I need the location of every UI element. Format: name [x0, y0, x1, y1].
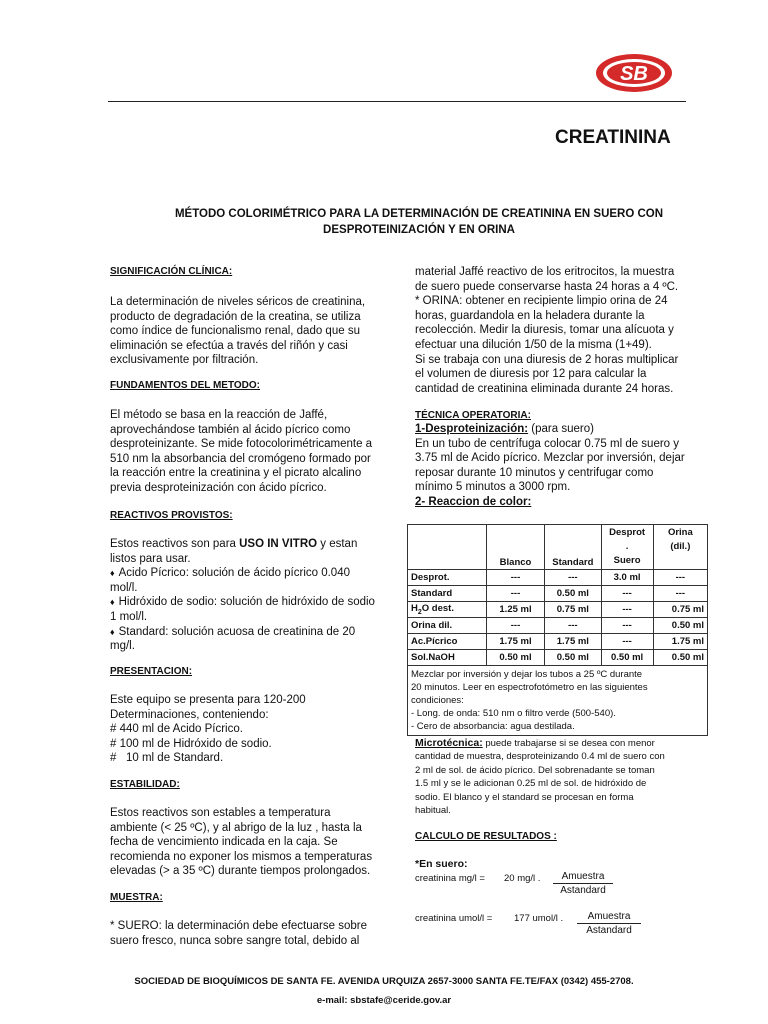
step-2-label: 2- Reaccion de color: [415, 495, 532, 508]
text-line: 1.5 ml y se le adicionan 0.25 ml de sol. de hidróxido de [415, 778, 647, 790]
table-cell: 0.50 ml [653, 618, 707, 634]
text-line: eliminación se efectúa a través del riñón y casi [110, 339, 348, 352]
formula-2-fraction [577, 911, 641, 936]
formula-1-left: creatinina mg/l = [415, 873, 485, 884]
text-line: la reacción entre la creatinina y el picrato alcalino [110, 467, 362, 480]
estabilidad-text [110, 806, 385, 879]
microtecnica-label: Microtécnica: [415, 737, 483, 749]
footer-email: e-mail: sbstafe@ceride.gov.ar [316, 995, 452, 1006]
text-line: - Long. de onda: 510 nm o filtro verde (500-540). [411, 708, 616, 719]
text-line: * SUERO: la determinación debe efectuarse sobre [110, 920, 367, 932]
text-line: mol/l. [110, 581, 138, 594]
text-line: elevadas (> a 35 ºC) durante tiempos prolongados. [110, 865, 371, 878]
fraction-denominator: Astandard [560, 885, 606, 896]
formula-2-factor: 177 umol/l . [514, 913, 564, 924]
table-cell: --- [545, 618, 601, 634]
document-title: CREATININA [555, 127, 671, 148]
table-cell: --- [601, 618, 653, 634]
text-line: desproteinizante. Se mide fotocolorimétricamente a [110, 438, 373, 451]
text-line: 2 ml de sol. de ácido pícrico. Del sobrenadante se toman [415, 764, 655, 776]
uso-in-vitro: USO IN VITRO [239, 538, 318, 550]
text-line: Este equipo se presenta para 120-200 [110, 694, 306, 706]
table-cell: 1.25 ml [486, 602, 544, 618]
text-fragment: y estan [317, 538, 358, 550]
text-line: - Cero de absorbancia: agua destilada. [411, 721, 575, 732]
estabilidad-heading: ESTABILIDAD: [110, 779, 180, 790]
row-label: Standard [408, 586, 487, 602]
text-line: suero fresco, nunca sobre sangre total, debido al [110, 934, 360, 947]
text-line: * ORINA: obtener en recipiente limpio orina de 24 [415, 295, 668, 308]
table-cell: --- [486, 586, 544, 602]
text-line: sodio. El blanco y el standard se procesan en forma [415, 791, 634, 803]
row-label: Sol.NaOH [408, 650, 487, 666]
row-label: $H_2O$ dest. [408, 602, 487, 618]
microtecnica-first-line [415, 737, 695, 750]
fraction-numerator: Amuestra [553, 871, 613, 884]
svg-text:SB: SB [620, 63, 648, 85]
desproteinizacion-section [415, 422, 693, 510]
table-cell: --- [545, 570, 601, 586]
text-line: cantidad de creatinina eliminada durante 24 horas. [415, 382, 674, 395]
text-line: ambiente (< 25 ºC), y al abrigo de la luz , hasta la [110, 821, 362, 834]
table-cell: 1.75 ml [545, 634, 601, 650]
table-row [408, 602, 708, 618]
text-line: mg/l. [110, 640, 135, 653]
fundamentos-heading: FUNDAMENTOS DEL METODO: [110, 380, 261, 391]
text-line: Determinaciones, conteniendo: [110, 708, 269, 721]
text-line: recolección. Medir la diuresis, tomar una alícuota y [415, 324, 674, 337]
row-label: Orina dil. [408, 618, 487, 634]
table-cell: 0.50 ml [545, 586, 601, 602]
text-line: # 440 ml de Acido Pícrico. [110, 723, 243, 736]
table-cell: --- [601, 602, 653, 618]
sb-logo [594, 52, 674, 94]
table-cell: 0.50 ml [545, 650, 601, 666]
fraction-numerator: Amuestra [577, 911, 641, 924]
text-line: En un tubo de centrífuga colocar 0.75 ml de suero y [415, 437, 680, 450]
header-divider [108, 101, 686, 102]
row-label: Ac.Pícrico [408, 634, 487, 650]
footer-address: SOCIEDAD DE BIOQUÍMICOS DE SANTA FE. AVENIDA URQUIZA 2657-3000 SANTA FE.TE/FAX (0342) 455-2708. [134, 976, 634, 987]
table-row [408, 618, 708, 634]
fundamentos-text [110, 408, 385, 496]
text-line: Mezclar por inversión y dejar los tubos a 25 ºC durante [411, 669, 643, 680]
table-cell: 0.75 ml [653, 602, 707, 618]
table-cell: --- [486, 570, 544, 586]
presentacion-text [110, 693, 385, 766]
table-row [408, 634, 708, 650]
text-line: 1 mol/l. [110, 610, 148, 623]
text-line: mínimo 5 minutos a 3000 rpm. [415, 481, 571, 494]
table-row [408, 586, 708, 602]
formula-2-left: creatinina umol/l = [415, 913, 493, 924]
table-note [408, 666, 708, 736]
step-1-title [415, 422, 693, 437]
text-line: como índice de funcionalismo renal, dado que su [110, 325, 360, 338]
muestra-heading: MUESTRA: [110, 892, 163, 903]
text-line: 20 minutos. Leer en espectrofotómetro en las siguientes [411, 682, 648, 693]
fraction-denominator: Astandard [586, 925, 632, 936]
table-cell: --- [653, 586, 707, 602]
text-line: Si se trabaja con una diuresis de 2 horas multiplicar [415, 353, 679, 366]
text-line: reposar durante 10 minutos y centrifugar como [415, 466, 654, 479]
step-1-suffix: (para suero) [528, 423, 594, 435]
significacion-text [110, 295, 385, 368]
table-header-orina: Orina (dil.) [653, 525, 707, 570]
text-line: cantidad de muestra, desproteinizando 0.4 ml de suero con [415, 751, 665, 763]
table-cell: --- [653, 570, 707, 586]
table-row [408, 650, 708, 666]
table-cell: --- [601, 634, 653, 650]
significacion-heading: SIGNIFICACIÓN CLÍNICA: [110, 266, 233, 277]
subtitle-line-1: MÉTODO COLORIMÉTRICO PARA LA DETERMINACIÓN DE CREATININA EN SUERO CON [174, 208, 664, 220]
text-line: listos para usar. [110, 552, 191, 565]
text-line: el volumen de diuresis por 12 para calcular la [415, 368, 647, 381]
table-cell: --- [486, 618, 544, 634]
table-header-blanco: Blanco [486, 525, 544, 570]
text-line: previa desproteinización con ácido pícrico. [110, 481, 327, 494]
text-line: efectuar una dilución 1/50 de la misma (1+49). [415, 338, 652, 351]
reactivo-item: ♦ Hidróxido de sodio: solución de hidróxido de sodio [110, 595, 385, 610]
text-line: Estos reactivos son estables a temperatura [110, 807, 331, 819]
tecnica-heading: TÉCNICA OPERATORIA: [415, 410, 531, 421]
muestra-continued-text [415, 265, 693, 396]
table-header-desprot-suero: Desprot . Suero [601, 525, 653, 570]
table-cell: 0.75 ml [545, 602, 601, 618]
reaction-table [407, 524, 708, 736]
table-cell: 1.75 ml [653, 634, 707, 650]
table-cell: 0.50 ml [601, 650, 653, 666]
table-cell: 0.50 ml [486, 650, 544, 666]
text-line: 510 nm la absorbancia del cromógeno formado por [110, 452, 371, 465]
text-line: exclusivamente por filtración. [110, 354, 259, 367]
text-line: habitual. [415, 805, 451, 817]
microtecnica-section [415, 737, 695, 817]
en-suero-label: *En suero: [415, 858, 468, 870]
table-cell: 1.75 ml [486, 634, 544, 650]
table-row [408, 570, 708, 586]
text-line: de suero puede conservarse hasta 24 horas a 4 ºC. [415, 280, 679, 293]
text-line: # 10 ml de Standard. [110, 752, 224, 765]
formula-1-factor: 20 mg/l . [504, 873, 541, 884]
text-line: fecha de vencimiento indicada en la caja. Se [110, 836, 338, 849]
table-cell: 3.0 ml [601, 570, 653, 586]
row-label: Desprot. [408, 570, 487, 586]
text-line: El método se basa en la reacción de Jaffé, [110, 409, 328, 421]
calculo-heading: CALCULO DE RESULTADOS : [415, 831, 557, 842]
text-line: producto de degradación de la creatina, se utiliza [110, 310, 361, 323]
reactivo-item: ♦ Standard: solución acuosa de creatinina de 20 [110, 625, 385, 640]
text-line: aprovechándose también al ácido pícrico como [110, 423, 351, 436]
text-line: material Jaffé reactivo de los eritrocitos, la muestra [415, 266, 675, 278]
presentacion-heading: PRESENTACION: [110, 666, 193, 677]
subtitle-line-2: DESPROTEINIZACIÓN Y EN ORINA [323, 224, 515, 236]
reactivos-intro [110, 537, 385, 552]
table-header-empty [408, 525, 487, 570]
text-line: recomienda no exponer los mismos a temperaturas [110, 850, 373, 863]
table-cell: 0.50 ml [653, 650, 707, 666]
text-line: condiciones: [411, 695, 464, 706]
table-note-row [408, 666, 708, 736]
text-fragment: puede trabajarse si se desea con menor [482, 738, 655, 749]
text-fragment: Estos reactivos son para [110, 538, 240, 550]
table-cell: --- [601, 586, 653, 602]
text-line: 3.75 ml de Acido pícrico. Mezclar por inversión, dejar [415, 452, 685, 465]
text-line: # 100 ml de Hidróxido de sodio. [110, 737, 272, 750]
reactivo-item: ♦ Acido Pícrico: solución de ácido pícrico 0.040 [110, 566, 385, 581]
muestra-text [110, 919, 385, 948]
reactivos-heading: REACTIVOS PROVISTOS: [110, 510, 233, 521]
step-1-label: 1-Desproteinización: [415, 423, 529, 435]
table-header-standard: Standard [545, 525, 601, 570]
document-subtitle [110, 206, 728, 238]
text-line: horas, guardandola en la heladera durante la [415, 309, 645, 322]
formula-1-fraction [553, 871, 613, 896]
reactivos-text [110, 537, 385, 654]
text-line: La determinación de niveles séricos de creatinina, [110, 296, 366, 308]
subscript: 2 [417, 608, 422, 616]
